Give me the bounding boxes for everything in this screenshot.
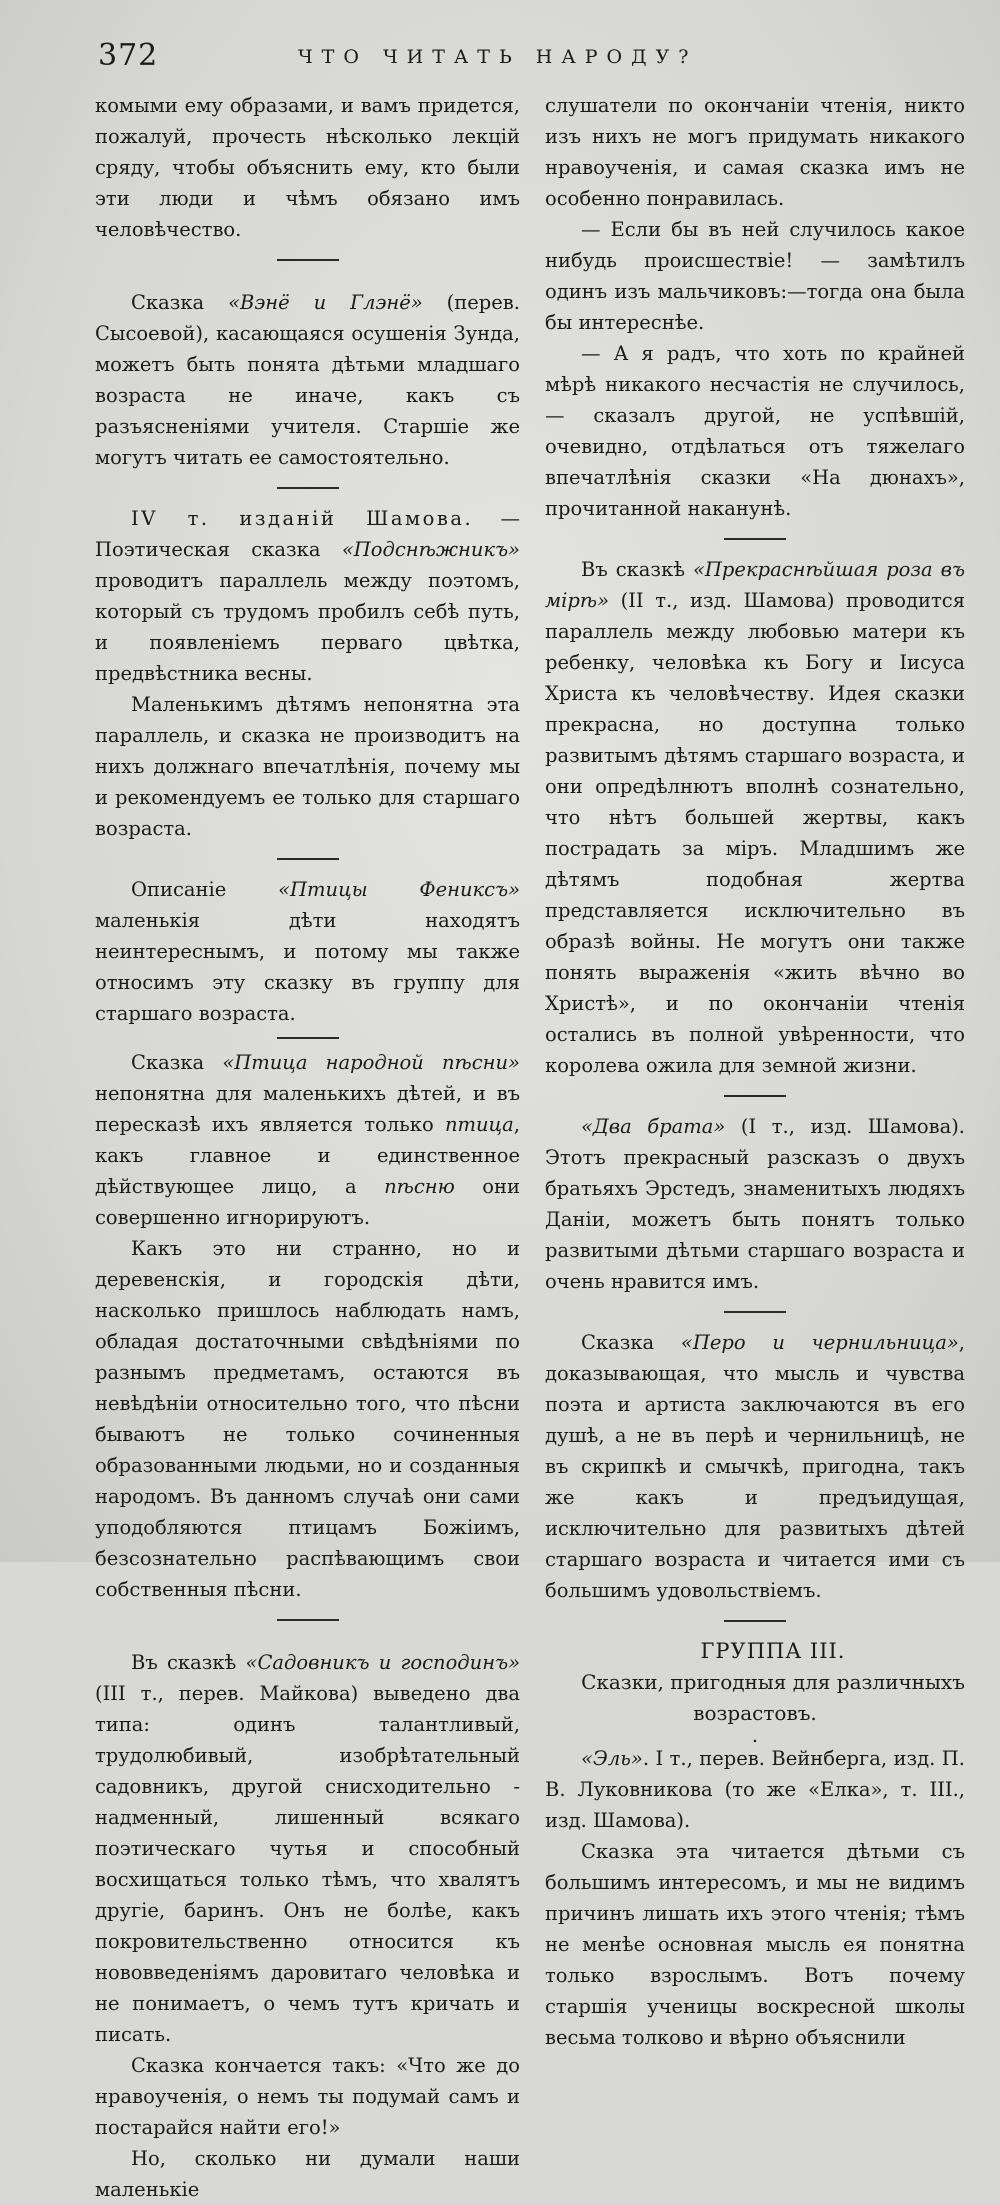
paragraph: Въ сказкѣ «Садовникъ и господинъ» (III т., перев. Майкова) выведено два типа: одинъ талантливый, трудолюбивый, изобрѣтательный садовникъ, другой снисходительно - надменный, лишенный всякаго поэтическаго чутья и способный восхищаться только тѣмъ, что хвалятъ другіе, баринъ. Онъ не болѣе, какъ покровительственно относится къ нововведеніямъ даровитаго человѣка и не понимаетъ, о чемъ тутъ кричать и писать.: [95, 1651, 520, 2046]
paragraph: Какъ это ни странно, но и деревенскія, и городскія дѣти, насколько пришлось наблюдать намъ, обладая достаточными свѣдѣніями по разнымъ предметамъ, остаются въ невѣдѣніи относительно того, что пѣсни бываютъ не только сочиненныя образованными людьми, но и созданныя народомъ. Въ данномъ случаѣ они сами уподобляются птицамъ Божіимъ, безсознательно распѣвающимъ свои собственныя пѣсни.: [95, 1237, 520, 1601]
paragraph: Сказка эта читается дѣтьми съ большимъ интересомъ, и мы не видимъ причинъ лишать ихъ этого чтенія; тѣмъ не менѣе основная мысль ея понятна только взрослымъ. Вотъ почему старшія ученицы воскресной школы весьма толково и вѣрно объяснили: [545, 1840, 965, 2049]
section-divider: [724, 1620, 786, 1622]
section-divider: [724, 1095, 786, 1097]
page-number: 372: [98, 38, 159, 73]
right-column: [545, 90, 965, 2053]
section-divider: [277, 259, 339, 261]
section-divider: [277, 858, 339, 860]
page-header: [98, 38, 940, 78]
group-heading: ГРУППА III.: [700, 1639, 846, 1663]
story-title: «Два брата»: [581, 1115, 726, 1138]
paragraph: комыми ему образами, и вамъ придется, пожалуй, прочесть нѣсколько лекцій сряду, чтобы объяснить ему, кто были эти люди и чѣмъ обязано имъ человѣчество.: [95, 94, 520, 241]
paragraph: Сказка «Вэнё и Глэнё» (перев. Сысоевой), касающаяся осушенія Зунда, можетъ быть понята дѣтьми младшаго возраста не иначе, какъ съ разъясненіями учителя. Старшіе же могутъ читать ее самостоятельно.: [95, 291, 520, 469]
paragraph: Описаніе «Птицы Фениксъ» маленькія дѣти находятъ неинтереснымъ, и потому мы также относимъ эту сказку въ группу для старшаго возраста.: [95, 878, 521, 1025]
section-divider: [277, 1037, 339, 1039]
paragraph: Сказка «Птица народной пѣсни» непонятна для маленькихъ дѣтей, и въ пересказѣ ихъ является только птица, какъ главное и единственное дѣйствующее лицо, а пѣсню они совершенно игнорируютъ.: [95, 1051, 520, 1229]
section-divider: [724, 538, 786, 540]
story-title: «Птицы Фениксъ»: [278, 878, 521, 901]
paragraph: Маленькимъ дѣтямъ непонятна эта параллель, и сказка не производитъ на нихъ должнаго впечатлѣнія, почему мы и рекомендуемъ ее только для старшаго возраста.: [95, 693, 520, 840]
story-title: «Вэнё и Глэнё»: [228, 291, 423, 314]
section-divider: [277, 487, 339, 489]
paragraph: — Если бы въ ней случилось какое нибудь происшествіе! — замѣтилъ одинъ изъ мальчиковъ:—тогда она была бы интереснѣе.: [545, 218, 965, 334]
paragraph: Сказка кончается такъ: «Что же до нравоученія, о немъ ты подумай самъ и постарайся найти его!»: [95, 2054, 520, 2139]
story-title: «Птица народной пѣсни»: [222, 1051, 520, 1074]
group-subheading: Сказки, пригодныя для различныхъ возрастовъ.: [581, 1670, 965, 1725]
paragraph: Въ сказкѣ «Прекраснѣйшая роза въ мірѣ» (II т., изд. Шамова) проводится параллель между любовью матери къ ребенку, человѣка къ Богу и Іисуса Христа къ человѣчеству. Идея сказки прекрасна, но доступна только развитымъ дѣтямъ старшаго возраста, и они опредѣлнютъ вполнѣ сознательно, что нѣтъ большей жертвы, какъ пострадать за міръ. Младшимъ же дѣтямъ подобная жертва представляется исключительно въ образѣ войны. Не могутъ они также понять выраженія «жить вѣчно во Христѣ», и по окончаніи чтенія остались въ полной увѣренности, что королева ожила для земной жизни.: [545, 558, 965, 1077]
paragraph: слушатели по окончаніи чтенія, никто изъ нихъ не могъ придумать никакого нравоученія, и самая сказка имъ не особенно понравилась.: [545, 94, 965, 210]
story-title: «Эль»: [581, 1747, 643, 1770]
emphasis: птица: [444, 1113, 514, 1136]
section-divider: [724, 1311, 786, 1313]
volume-heading: IV т. изданій Шамова.: [131, 507, 474, 530]
running-title: ЧТО ЧИТАТЬ НАРОДУ?: [298, 46, 698, 68]
paragraph: — А я радъ, что хоть по крайней мѣрѣ никакого несчастія не случилось, — сказалъ другой, не успѣвшій, очевидно, отдѣлаться отъ тяжелаго впечатлѣнія сказки «На дюнахъ», прочитанной наканунѣ.: [545, 342, 965, 520]
story-title: «Садовникъ и господинъ»: [245, 1651, 520, 1674]
paragraph: «Эль». I т., перев. Вейнберга, изд. П. В. Луковникова (то же «Елка», т. III., изд. Шамова).: [545, 1747, 965, 1832]
emphasis: пѣсню: [384, 1175, 455, 1198]
paragraph: IV т. изданій Шамова. — Поэтическая сказка «Подснѣжникъ» проводитъ параллель между поэтомъ, который съ трудомъ пробилъ себѣ путь, и появленіемъ перваго цвѣтка, предвѣстника весны.: [95, 507, 521, 685]
left-column: [95, 90, 520, 2205]
paragraph: Но, сколько ни думали наши маленькіе: [95, 2147, 520, 2201]
story-title: «Прекраснѣйшая роза въ мірѣ»: [545, 558, 965, 612]
paragraph: Сказка «Перо и чернильница», доказывающая, что мысль и чувства поэта и артиста заключаются въ его душѣ, а не въ перѣ и чернильницѣ, не въ скрипкѣ и смычкѣ, пригодна, такъ же какъ и предъидущая, исключительно для развитыхъ дѣтей старшаго возраста и читается ими съ большимъ удовольствіемъ.: [545, 1331, 965, 1602]
ornament-dot: .: [751, 1724, 759, 1747]
story-title: «Подснѣжникъ»: [341, 538, 520, 561]
story-title: «Перо и чернильница»: [680, 1331, 959, 1354]
section-divider: [277, 1619, 339, 1621]
paragraph: «Два брата» (I т., изд. Шамова). Этотъ прекрасный разсказъ о двухъ братьяхъ Эрстедъ, знаменитыхъ людяхъ Даніи, можетъ быть понятъ только развитыми дѣтьми старшаго возраста и очень нравится имъ.: [545, 1115, 966, 1293]
